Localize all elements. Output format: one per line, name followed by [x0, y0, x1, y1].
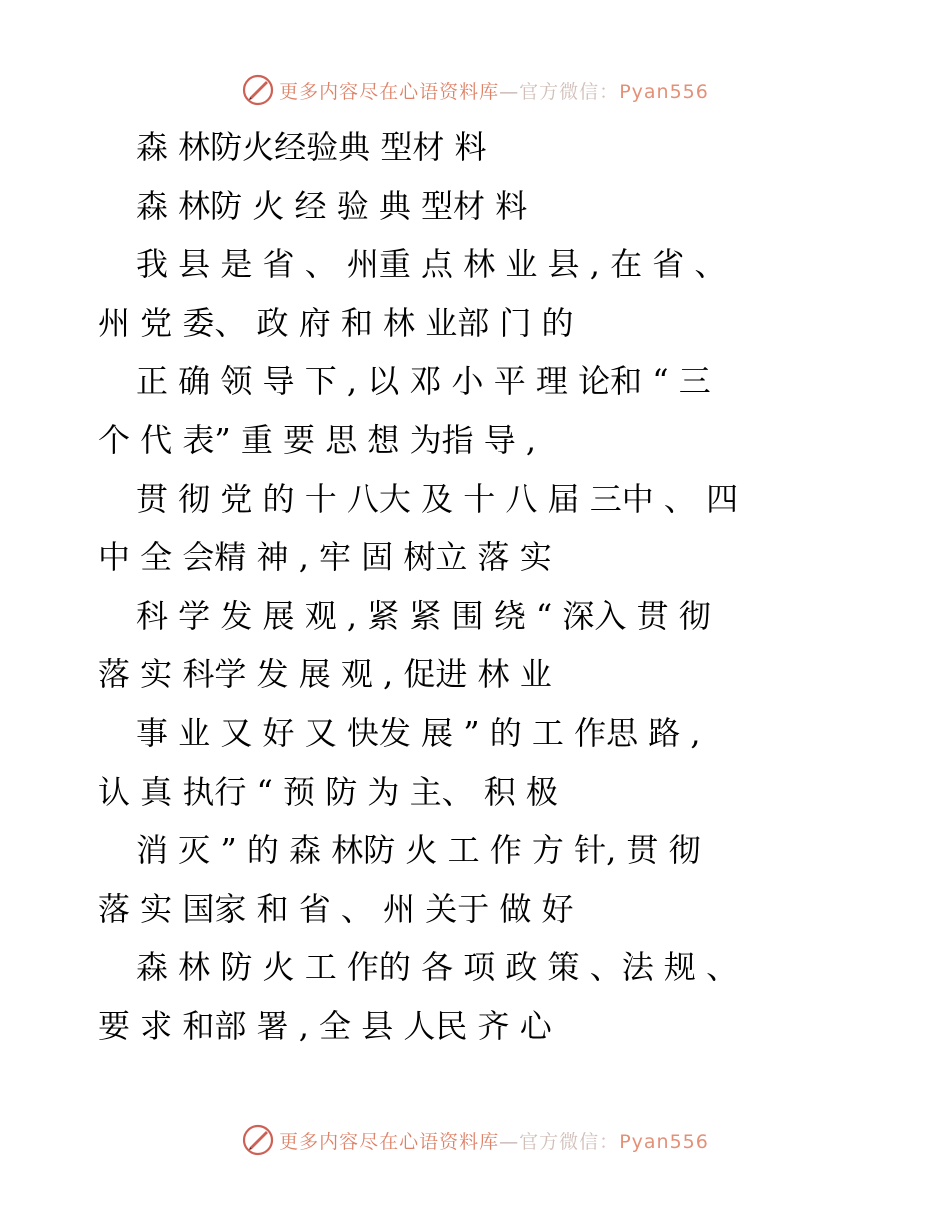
paragraph-line: 中 全 会精 神 , 牢 固 树立 落 实 [98, 538, 552, 577]
quill-seal-icon [241, 1123, 275, 1157]
paragraph-line: 落 实 国家 和 省 、 州 关于 做 好 [98, 889, 574, 928]
paragraph-line: 认 真 执行 “ 预 防 为 主、 积 极 [98, 772, 558, 811]
paragraph-line: 我 县 是 省 、 州重 点 林 业 县 , 在 省 、 [136, 245, 727, 284]
paragraph-line: 贯 彻 党 的 十 八大 及 十 八 届 三中 、 四 [136, 479, 739, 518]
document-body [98, 118, 858, 1056]
paragraph-line: 正 确 领 导 下 , 以 邓 小 平 理 论和 “ 三 [136, 362, 711, 401]
watermark-dash: — [499, 1130, 520, 1153]
watermark-site-name: 更多内容尽在心语资料库 [279, 1130, 500, 1153]
paragraph-line: 森 林 防 火 工 作的 各 项 政 策 、法 规 、 [136, 948, 739, 987]
watermark-dash: — [499, 80, 520, 103]
paragraph-line: 个 代 表” 重 要 思 想 为指 导 , [98, 420, 537, 459]
quill-seal-icon [241, 73, 275, 107]
paragraph-line: 事 业 又 好 又 快发 展 ” 的 工 作思 路 , [136, 713, 701, 752]
paragraph-line: 科 学 发 展 观 , 紧 紧 围 绕 “ 深入 贯 彻 [136, 596, 711, 635]
watermark-wechat-id: Pyan556 [619, 80, 709, 103]
watermark-wechat-label: 官方微信： [519, 1130, 620, 1153]
watermark-wechat-id: Pyan556 [619, 1130, 709, 1153]
document-subtitle-line: 森 林防 火 经 验 典 型材 料 [136, 186, 528, 225]
watermark-text [279, 77, 709, 104]
document-title-line: 森 林防火经验典 型材 料 [136, 128, 487, 166]
header-watermark [0, 70, 950, 110]
watermark-text [279, 1127, 709, 1154]
paragraph-line: 消 灭 ” 的 森 林防 火 工 作 方 针, 贯 彻 [136, 831, 701, 870]
watermark-wechat-label: 官方微信： [519, 80, 620, 103]
paragraph-line: 要 求 和部 署 , 全 县 人民 齐 心 [98, 1006, 552, 1045]
footer-watermark [0, 1120, 950, 1160]
paragraph-line: 州 党 委、 政 府 和 林 业部 门 的 [98, 303, 574, 342]
paragraph-line: 落 实 科学 发 展 观 , 促进 林 业 [98, 655, 552, 694]
watermark-site-name: 更多内容尽在心语资料库 [279, 80, 500, 103]
